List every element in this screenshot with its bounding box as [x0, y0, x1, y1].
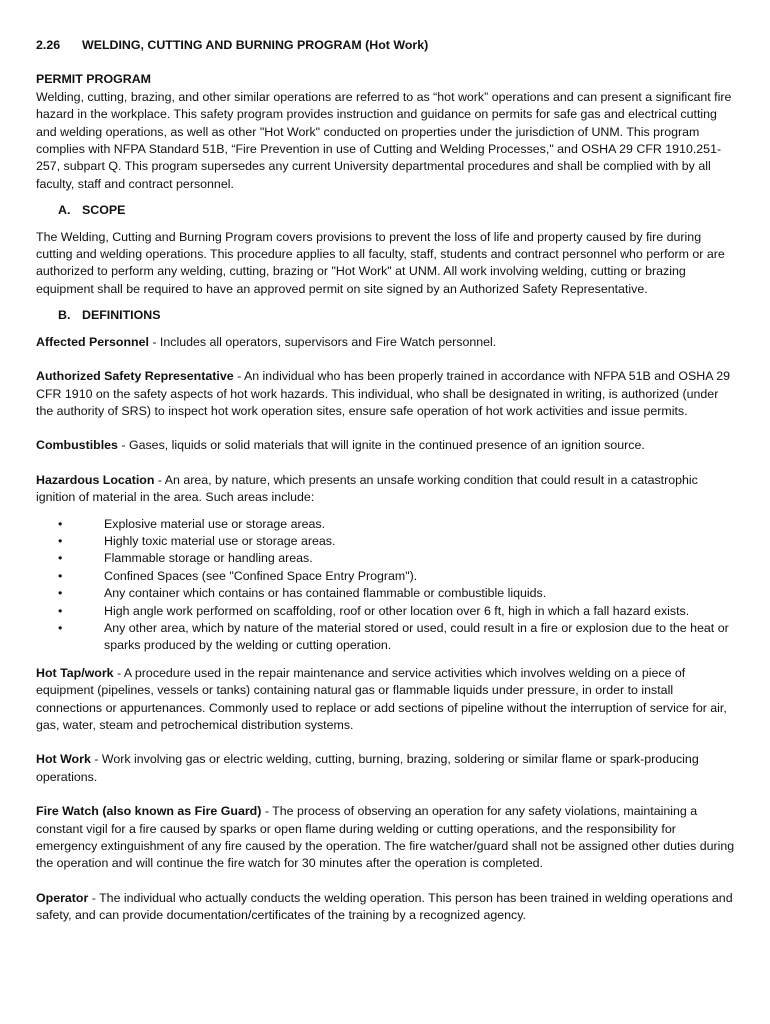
definition-text: - An area, by nature, which presents an unsafe working condition that could result in a catastrophic ignition of material in the area. Such areas include: — [36, 472, 698, 505]
definition-text: - A procedure used in the repair maintenance and service activities which involves welding on a piece of equipment (pipelines, vessels or tanks) containing natural gas or flammable liquids under pressure, in order to install connections or appurtenances. Commonly used to replace or add sections of pipeline without the interruption of service for air, gas, water, steam and petrochemical distribution systems. — [36, 665, 727, 732]
scope-text: The Welding, Cutting and Burning Program covers provisions to prevent the loss of life and property caused by fire during cutting and welding operations. This procedure applies to all faculty, staff, students and contract personnel who perform or are authorized to perform any welding, cutting, brazing or "Hot Work" at UNM. All work involving welding, cutting or brazing equipment shall be required to have an approved permit on site signed by an Authorized Safety Representative. — [36, 229, 725, 296]
bullet-icon: • — [58, 620, 63, 635]
definition-fire-watch — [36, 803, 736, 873]
list-item — [36, 568, 736, 585]
definition-combustibles — [36, 437, 736, 454]
definition-term: Hot Tap/work — [36, 665, 114, 680]
definition-authorized-safety-representative — [36, 368, 736, 420]
bullet-icon: • — [58, 533, 63, 548]
section-title — [36, 37, 736, 54]
definition-hazardous-location — [36, 472, 736, 507]
definition-text: - Work involving gas or electric welding, cutting, burning, brazing, soldering or similar flame or spark-producing operations. — [36, 752, 699, 784]
definition-term: Hot Work — [36, 752, 91, 767]
definition-text: - Gases, liquids or solid materials that will ignite in the continued presence of an ignition source. — [117, 438, 645, 453]
list-item — [36, 516, 736, 533]
definition-text: - The process of observing an operation for any safety violations, maintaining a constant vigil for a fire caused by sparks or open flame during welding or cutting operations, and the responsibility for emergency extinguishment of any fire caused by the operation. The fire watcher/guard shall not be assigned other duties during the operation and will continue the fire watch for 30 minutes after the operation is completed. — [36, 804, 735, 871]
list-item — [36, 620, 736, 655]
definition-text: - An individual who has been properly trained in accordance with NFPA 51B and OSHA 29 CFR 1910 on the safety aspects of hot work hazards. This individual, who shall be designated in writing, is authorized (under the authority of SRS) to inspect hot work operation sites, ensure safe operation of hot work activities and issue permits. — [36, 369, 730, 418]
definition-term: Combustibles — [36, 438, 118, 453]
list-item — [36, 603, 736, 620]
definitions-letter: B. — [58, 308, 71, 323]
definition-term: Hazardous Location — [36, 472, 155, 487]
list-item-text: Any other area, which by nature of the material stored or used, could result in a fire or explosion due to the heat or sparks produced by the welding or cutting operation. — [104, 620, 729, 653]
list-item-text: Any container which contains or has contained flammable or combustible liquids. — [104, 586, 547, 601]
list-item — [36, 550, 736, 567]
definitions-heading — [36, 307, 736, 324]
list-item — [36, 585, 736, 602]
bullet-icon: • — [58, 568, 63, 583]
definition-hot-work — [36, 751, 736, 786]
bullet-icon: • — [58, 516, 63, 531]
list-item — [36, 533, 736, 550]
section-title-text: WELDING, CUTTING AND BURNING PROGRAM (Hot Work) — [82, 38, 429, 52]
definition-term: Authorized Safety Representative — [36, 369, 234, 384]
permit-program-text: Welding, cutting, brazing, and other similar operations are referred to as “hot work” operations and can present a significant fire hazard in the workplace. This safety program provides instruction and guidance on permits for safe gas and electrical cutting and welding operations, as well as other "Hot Work" conducted on properties under the jurisdiction of UNM. This program complies with NFPA Standard 51B, “Fire Prevention in use of Cutting and Welding Processes," and OSHA 29 CFR 1910.251-257, subpart Q. This program supersedes any current University departmental procedures and shall be complied with by all faculty, staff and contract personnel. — [36, 89, 732, 191]
definition-operator — [36, 890, 736, 925]
definition-text: - The individual who actually conducts the welding operation. This person has been trained in welding operations and safety, and can provide documentation/certificates of the training by a recognized agency. — [36, 890, 733, 923]
list-item-text: Flammable storage or handling areas. — [104, 551, 313, 566]
definitions-heading-text: DEFINITIONS — [82, 308, 161, 323]
definition-term: Operator — [36, 890, 89, 905]
bullet-icon: • — [58, 586, 63, 601]
definition-hot-tap-work — [36, 665, 736, 735]
definition-term: Affected Personnel — [36, 334, 149, 349]
bullet-icon: • — [58, 603, 63, 618]
hazard-area-list — [36, 516, 736, 655]
scope-heading-text: SCOPE — [82, 203, 126, 218]
scope-letter: A. — [58, 203, 71, 218]
list-item-text: High angle work performed on scaffolding, roof or other location over 6 ft, high in which a fall hazard exists. — [104, 603, 690, 618]
list-item-text: Highly toxic material use or storage areas. — [104, 533, 336, 548]
definition-text: - Includes all operators, supervisors and Fire Watch personnel. — [148, 334, 497, 349]
list-item-text: Explosive material use or storage areas. — [104, 516, 326, 531]
bullet-icon: • — [58, 551, 63, 566]
permit-program-heading: PERMIT PROGRAM — [36, 72, 151, 87]
section-number: 2.26 — [36, 38, 61, 52]
list-item-text: Confined Spaces (see "Confined Space Entry Program"). — [104, 568, 418, 583]
definition-term: Fire Watch (also known as Fire Guard) — [36, 804, 262, 819]
scope-heading — [36, 202, 736, 219]
definition-affected-personnel — [36, 334, 736, 351]
